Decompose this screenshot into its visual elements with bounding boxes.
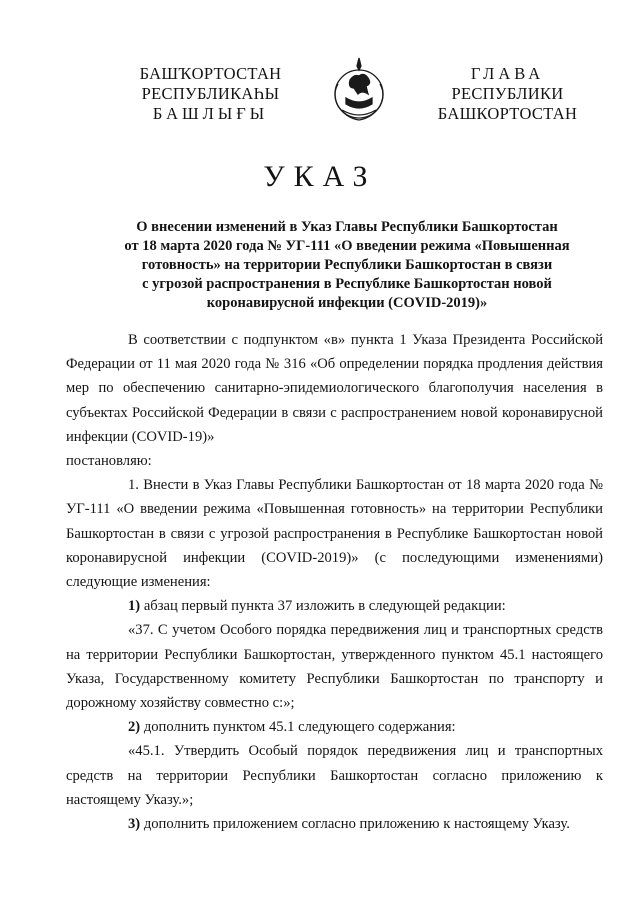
header-bashkir-line-3: БАШЛЫҒЫ — [152, 104, 269, 123]
subject-line: от 18 марта 2020 года № УГ-111 «О введении режима «Повышенная — [124, 238, 570, 254]
header-russian-line-1: ГЛАВА — [470, 64, 545, 83]
subitem-number: 3) — [128, 816, 141, 833]
decree-subject — [92, 218, 602, 313]
paragraph-quote-37: «37. С учетом Особого порядка передвижения лиц и транспортных средств на территории Республики Башкортостан, утвержденного пунктом 45.1 настоящего Указа, Государственному комитету Республики Башкортостан по транспорту и дорожному хозяйству совместно с:»; — [66, 622, 603, 712]
subject-line: коронавирусной инфекции (COVID-2019)» — [206, 295, 488, 311]
subject-line: с угрозой распространения в Республике Башкортостан новой — [142, 276, 552, 292]
header-russian-line-3: БАШКОРТОСТАН — [437, 104, 578, 123]
subject-line: готовность» на территории Республики Башкортостан в связи — [141, 257, 553, 273]
bashkortostan-coat-of-arms-icon — [328, 54, 390, 126]
subject-line: О внесении изменений в Указ Главы Республики Башкортостан — [136, 219, 558, 235]
subitem-text: абзац первый пункта 37 изложить в следующей редакции: — [140, 598, 506, 615]
paragraph-subitem-3 — [66, 812, 603, 836]
subitem-text: дополнить приложением согласно приложению к настоящему Указу. — [140, 816, 570, 833]
decree-body — [66, 328, 603, 836]
header-russian-line-2: РЕСПУБЛИКИ — [451, 84, 564, 103]
paragraph-resolve: постановляю: — [66, 453, 152, 470]
subitem-number: 1) — [128, 598, 141, 615]
paragraph-quote-45-1: «45.1. Утвердить Особый порядок передвижения лиц и транспортных средств на территории Республики Башкортостан согласно приложению к настоящему Указу.»; — [66, 743, 603, 808]
paragraph-subitem-1 — [66, 594, 603, 618]
header-bashkir-line-2: РЕСПУБЛИКАҺЫ — [141, 84, 280, 103]
document-title: УКАЗ — [263, 160, 377, 193]
subitem-number: 2) — [128, 719, 141, 736]
header-bashkir — [118, 64, 303, 124]
header-bashkir-line-1: БАШҠОРТОСТАН — [139, 64, 282, 83]
paragraph-preamble: В соответствии с подпунктом «в» пункта 1 Указа Президента Российской Федерации от 11 мая 2020 года № 316 «Об определении порядка продления действия мер по обеспечению санитарно-эпидемиологического благополучия населения в субъектах Российской Федерации в связи с распространением новой коронавирусной инфекции (COVID-19)» — [66, 332, 603, 445]
subitem-text: дополнить пунктом 45.1 следующего содержания: — [140, 719, 456, 736]
header-russian — [420, 64, 595, 124]
paragraph-item-1: 1. Внести в Указ Главы Республики Башкортостан от 18 марта 2020 года № УГ-111 «О введении режима «Повышенная готовность» на территории Республики Башкортостан в связи с угрозой распространения в Республике Башкортостан новой коронавирусной инфекции (COVID-2019)» (с последующими изменениями) следующие изменения: — [66, 477, 603, 591]
paragraph-subitem-2 — [66, 715, 603, 739]
